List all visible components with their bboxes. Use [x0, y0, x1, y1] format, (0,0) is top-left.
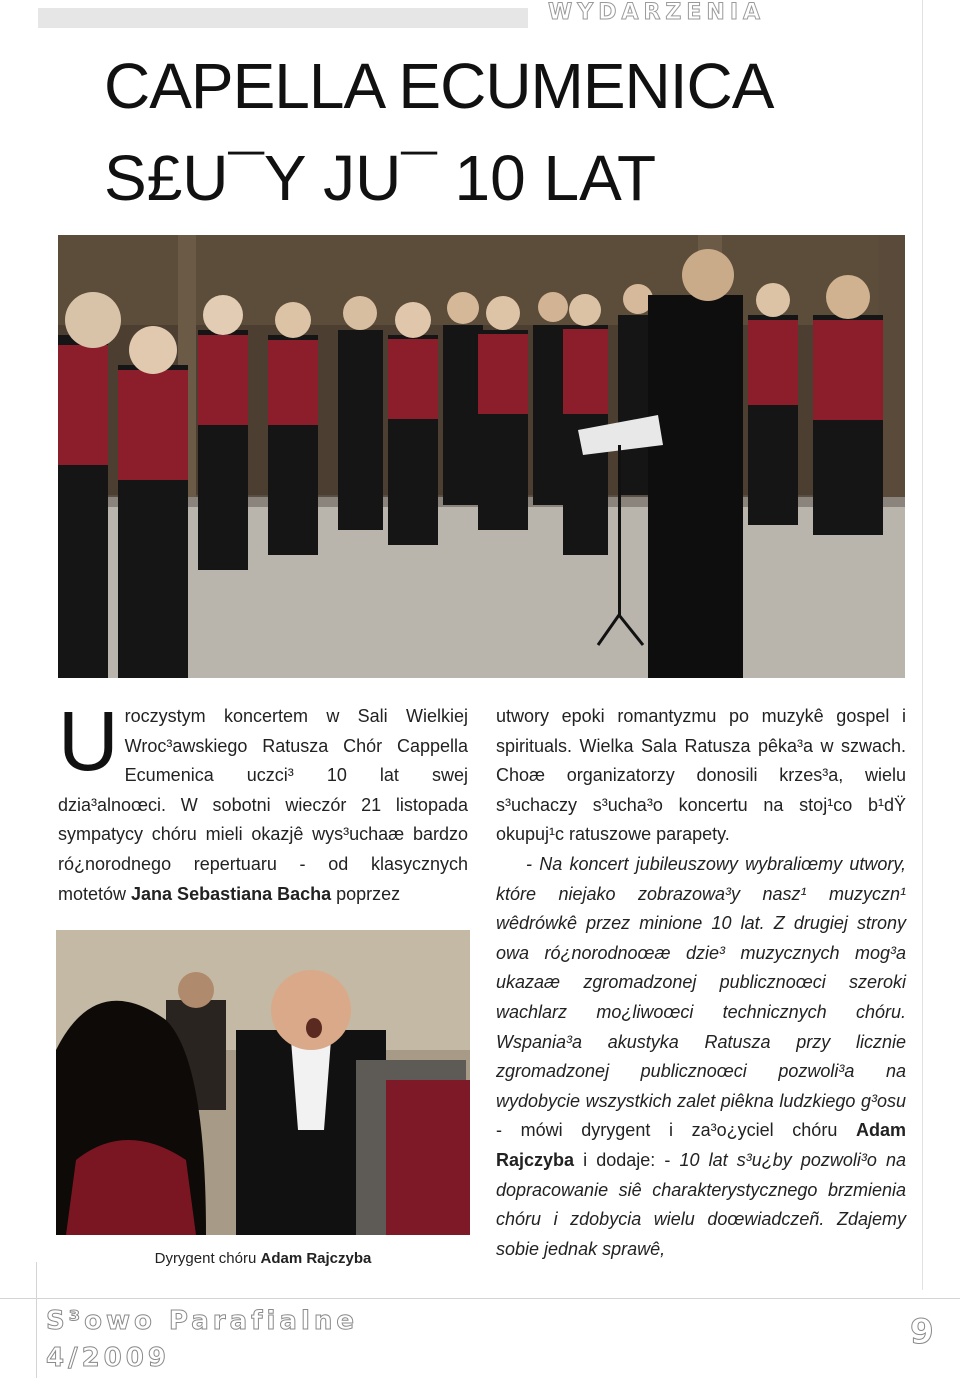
caption-name: Adam Rajczyba [260, 1250, 372, 1267]
header-bar [38, 8, 528, 28]
right-margin-rule [922, 0, 923, 1290]
quote-paragraph [496, 850, 906, 1264]
section-label: WYDARZENIA [548, 0, 766, 25]
conductor-photo-illustration [56, 930, 470, 1235]
intro-paragraph [58, 694, 468, 909]
intro-text: roczystym koncertem w Sali Wielkiej Wroc³awskiego Ratusza Chór Cappella Ecumenica uczci³ 10 lat swej dzia³alnoœci. W sobotni wieczór 21 listopada sympatycy chóru mieli okazjê wys³uchaæ bardzo ró¿norodnego repertuaru - od klasycznych motetów [58, 706, 468, 904]
quote-text: - Na koncert jubileuszowy wybraliœmy utwory, które niejako zobrazowa³y nasz¹ muzyczn¹ wêdrówkê przez minione 10 lat. Z drugiej strony owa ró¿norodnoœæ dzie³ muzycznych mog³a ukazaæ zgromadzonej publicznoœci szeroki wachlarz mo¿liwoœci technicznych chóru. Wspania³a akustyka Ratusza przy licznie zgromadzonej publicznoœci pozwoli³a na wydobycie wszystkich zalet piêkna ludzkiego g³osu [496, 853, 906, 1111]
footer-rule [0, 1298, 960, 1299]
magazine-name: S³owo Parafialne [46, 1306, 359, 1336]
conductor-photo [56, 930, 470, 1235]
quote-attribution-end: i dodaje: - [574, 1149, 680, 1170]
article-column-right [496, 702, 906, 1264]
caption-text: Dyrygent chóru [154, 1250, 261, 1267]
photo-caption [56, 1250, 470, 1267]
article-column-left [58, 694, 468, 909]
page-number: 9 [910, 1312, 934, 1352]
choir-photo [58, 235, 905, 678]
composer-name: Jana Sebastiana Bacha [131, 883, 332, 904]
conductor-name: Adam Rajczyba [496, 1120, 906, 1170]
paragraph-continuation: utwory epoki romantyzmu po muzykê gospel i spirituals. Wielka Sala Ratusza pêka³a w szwach. Choæ organizatorzy donosili krzes³a, wielu s³uchaczy s³ucha³o koncertu na stoj¹co b¹dŸ okupuj¹c ratuszowe parapety. [496, 706, 906, 845]
drop-cap: U [58, 694, 119, 788]
intro-text-end: poprzez [331, 883, 401, 904]
article-title-line1: CAPELLA ECUMENICA [104, 50, 774, 122]
article-title-line2: S£U¯Y JU¯ 10 LAT [104, 142, 657, 214]
quote-text-continued: 10 lat s³u¿by pozwoli³o na dopracowanie siê charakterystycznego brzmienia chóru i zdobycia wielu doœwiadczeñ. Zdajemy sobie jednak sprawê, [496, 1149, 906, 1259]
footer-vertical-rule [36, 1262, 37, 1378]
magazine-issue: 4/2009 [46, 1343, 170, 1373]
quote-attribution: - mówi dyrygent i za³o¿yciel chóru [496, 1120, 856, 1141]
choir-photo-illustration [58, 235, 905, 678]
